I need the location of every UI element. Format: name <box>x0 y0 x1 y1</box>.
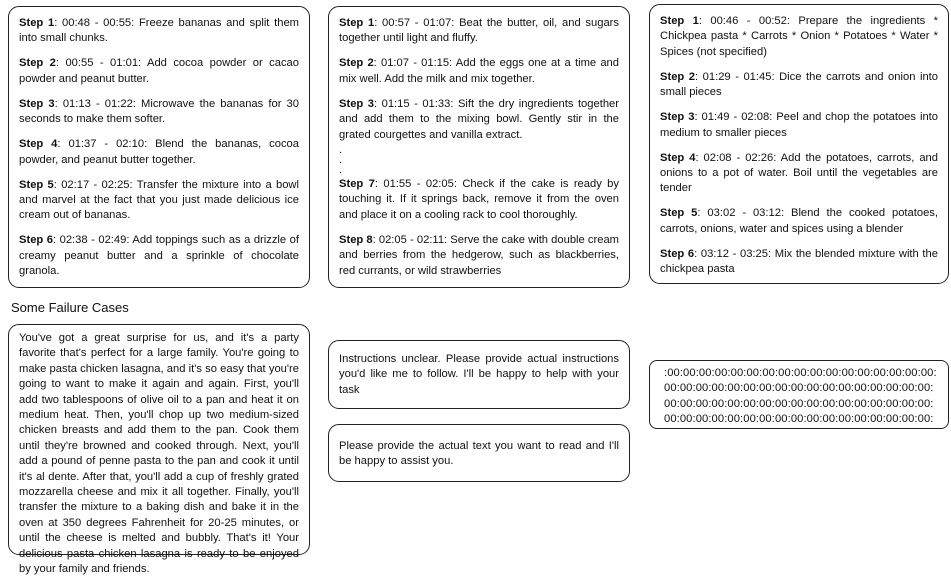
step-item: Step 6: 02:38 - 02:49: Add toppings such as a drizzle of creamy peanut butter and a sprinkle of chocolate granola. <box>19 234 299 278</box>
failure-box-provide-text <box>328 424 630 482</box>
recipe-box-chickpea <box>649 4 949 284</box>
ellipsis-dot: . <box>339 144 343 157</box>
step-item: Step 1: 00:57 - 01:07: Beat the butter, oil, and sugars together until light and fluffy. <box>339 17 619 45</box>
zeros-line: :00:00:00:00:00:00:00:00:00:00:00:00:00:00:00:00:00: <box>664 367 937 379</box>
step-item: Step 3: 01:15 - 01:33: Sift the dry ingredients together and add them to the mixing bowl. Gently stir in the grated courgettes and vanilla extract. <box>339 97 620 141</box>
step-item: Step 5: 03:02 - 03:12: Blend the cooked potatoes, carrots, onions, water and spices using a blender <box>660 207 938 235</box>
section-title: Some Failure Cases <box>11 300 129 315</box>
failure-box-unclear <box>328 340 630 409</box>
failure-text: Instructions unclear. Please provide actual instructions you'd like me to follow. I'll be happy to help with your task <box>339 353 619 396</box>
failure-box-lasagna <box>8 324 310 576</box>
zeros-line: 00:00:00:00:00:00:00:00:00:00:00:00:00:00:00:00:00: <box>664 413 934 426</box>
failure-text: Please provide the actual text you want to read and I'll be happy to assist you. <box>339 440 619 468</box>
zeros-line: 00:00:00:00:00:00:00:00:00:00:00:00:00:00:00:00:00: <box>664 397 934 410</box>
recipe-box-banana <box>8 6 310 288</box>
step-item: Step 1: 00:46 - 00:52: Prepare the ingredients * Chickpea pasta * Carrots * Onion * Potatoes * Water * Spices (not specified) <box>660 15 938 58</box>
step-item: Step 4: 02:08 - 02:26: Add the potatoes, carrots, and onions to a pot of water. Boil until the vegetables are tender <box>660 151 939 195</box>
failure-text: You've got a great surprise for us, and it's a party favorite that's perfect for a large family. You're going to make pasta chicken lasagna, and it's so easy that you're going to want to make it again and again. First, you'll add two tablespoons of olive oil to a pan and heat it on medium heat. Then, you'll chop up two medium-sized chicken breasts and add them to the pan. Cook them until they're browned and cooked through. Next, you'll add a pound of penne pasta to the pan and cook it until it's al dente. After that, you'll add a cup of freshly grated mozzarella cheese and mix it all together. Finally, you'll transfer the mixture to a baking dish and bake it in the oven at 350 degrees Fahrenheit for 20-25 minutes, or until the cheese is melted and bubbly. That's it! Your delicious pasta chicken lasagna is ready to be enjoyed by your family and friends. <box>19 332 299 576</box>
step-item: Step 5: 02:17 - 02:25: Transfer the mixture into a bowl and marvel at the fact that you just made delicious ice cream out of bananas. <box>19 178 299 222</box>
ellipsis-dot: . <box>339 154 343 167</box>
step-item: Step 8: 02:05 - 02:11: Serve the cake with double cream and berries from the hedgerow, such as blackberries, red currants, or wild strawberries <box>339 233 619 277</box>
step-item: Step 2: 01:07 - 01:15: Add the eggs one at a time and mix well. Add the milk and mix together. <box>339 57 619 85</box>
step-item: Step 2: 00:55 - 01:01: Add cocoa powder or cacao powder and peanut butter. <box>19 57 299 85</box>
failure-box-zeros <box>649 360 949 429</box>
step-item: Step 1: 00:48 - 00:55: Freeze bananas and split them into small chunks. <box>19 17 299 45</box>
step-item: Step 3: 01:49 - 02:08: Peel and chop the potatoes into medium to smaller pieces <box>660 111 938 139</box>
step-item: Step 7: 01:55 - 02:05: Check if the cake is ready by touching it. If it springs back, remove it from the oven and place it on a cooling rack to cool thoroughly. <box>339 178 619 221</box>
step-item: Step 2: 01:29 - 01:45: Dice the carrots and onion into small pieces <box>660 70 939 99</box>
recipe-box-cake <box>328 6 630 288</box>
ellipsis-dot: . <box>339 164 343 177</box>
step-item: Step 4: 01:37 - 02:10: Blend the bananas, cocoa powder, and peanut butter together. <box>19 138 300 166</box>
step-item: Step 3: 01:13 - 01:22: Microwave the bananas for 30 seconds to make them softer. <box>19 97 299 126</box>
zeros-line: 00:00:00:00:00:00:00:00:00:00:00:00:00:00:00:00:00: <box>664 382 934 395</box>
step-item: Step 6: 03:12 - 03:25: Mix the blended mixture with the chickpea pasta <box>660 247 938 276</box>
